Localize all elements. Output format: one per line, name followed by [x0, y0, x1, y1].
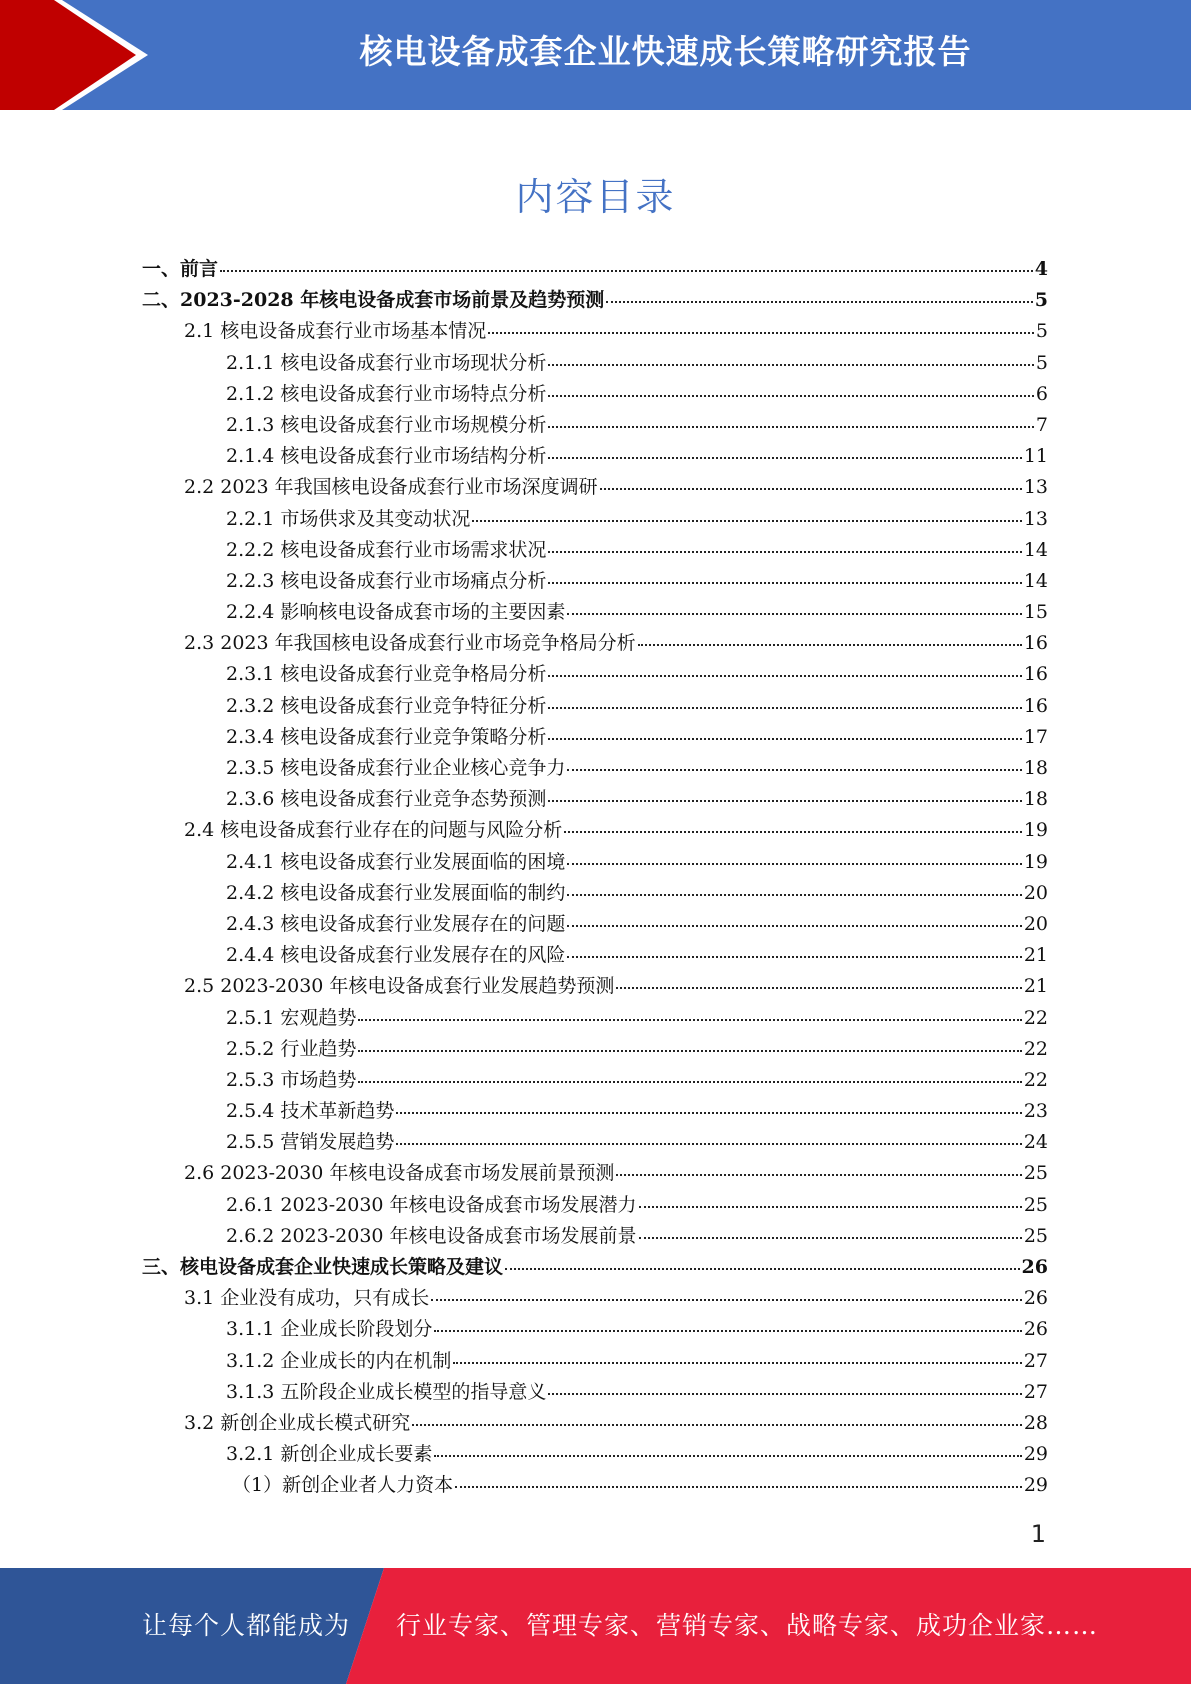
- toc-entry[interactable]: [142, 1252, 1048, 1283]
- toc-entry-label: 3.1.3 五阶段企业成长模型的指导意义: [226, 1380, 547, 1403]
- toc-entry[interactable]: [142, 1470, 1048, 1501]
- toc-dot-leader: [455, 1486, 1022, 1488]
- toc-entry-page: 28: [1023, 1411, 1048, 1434]
- toc-dot-leader: [639, 1206, 1022, 1208]
- toc-dot-leader: [567, 956, 1021, 958]
- toc-entry-label: 3.1.2 企业成长的内在机制: [226, 1349, 452, 1372]
- toc-entry-page: 14: [1023, 569, 1048, 592]
- toc-entry-page: 22: [1023, 1006, 1048, 1029]
- toc-entry-page: 29: [1023, 1474, 1048, 1497]
- toc-entry-label: 2.1.2 核电设备成套行业市场特点分析: [226, 382, 547, 405]
- toc-entry[interactable]: [142, 1065, 1048, 1096]
- toc-entry[interactable]: [142, 1190, 1048, 1221]
- toc-entry[interactable]: [142, 1408, 1048, 1439]
- toc-dot-leader: [564, 831, 1022, 833]
- toc-entry-page: 5: [1034, 289, 1048, 312]
- toc-entry[interactable]: [142, 316, 1048, 347]
- toc-entry-label: 2.2 2023 年我国核电设备成套行业市场深度调研: [184, 476, 598, 499]
- toc-entry[interactable]: [142, 971, 1048, 1002]
- toc-entry-label: 2.5.4 技术革新趋势: [226, 1100, 395, 1123]
- toc-dot-leader: [434, 1455, 1021, 1457]
- toc-entry-label: 2.5.1 宏观趋势: [226, 1006, 357, 1029]
- toc-entry-page: 21: [1023, 944, 1048, 967]
- toc-dot-leader: [548, 738, 1021, 740]
- toc-entry-label: 2.1.4 核电设备成套行业市场结构分析: [226, 445, 547, 468]
- toc-entry-label: 2.1 核电设备成套行业市场基本情况: [184, 320, 487, 343]
- toc-entry-page: 25: [1023, 1224, 1048, 1247]
- toc-dot-leader: [567, 925, 1021, 927]
- toc-dot-leader: [358, 1019, 1021, 1021]
- toc-entry[interactable]: [142, 504, 1048, 535]
- toc-dot-leader: [548, 707, 1021, 709]
- toc-entry-page: 25: [1023, 1193, 1048, 1216]
- toc-entry-page: 22: [1023, 1037, 1048, 1060]
- toc-entry-page: 13: [1023, 476, 1048, 499]
- toc-entry-label: 2.3.2 核电设备成套行业竞争特征分析: [226, 694, 547, 717]
- toc-entry-page: 26: [1023, 1287, 1048, 1310]
- toc-dot-leader: [548, 457, 1021, 459]
- toc-entry[interactable]: [142, 940, 1048, 971]
- toc-entry[interactable]: [142, 1221, 1048, 1252]
- toc-dot-leader: [396, 1143, 1021, 1145]
- toc-entry[interactable]: [142, 348, 1048, 379]
- toc-entry[interactable]: [142, 909, 1048, 940]
- toc-entry-page: 15: [1023, 601, 1048, 624]
- toc-dot-leader: [548, 551, 1021, 553]
- toc-entry-label: 2.4.4 核电设备成套行业发展存在的风险: [226, 944, 566, 967]
- toc-entry-label: 2.4.2 核电设备成套行业发展面临的制约: [226, 881, 566, 904]
- page-number: 1: [1030, 1520, 1046, 1548]
- toc-entry[interactable]: [142, 628, 1048, 659]
- toc-entry-label: 2.1.1 核电设备成套行业市场现状分析: [226, 351, 547, 374]
- toc-entry[interactable]: [142, 784, 1048, 815]
- toc-entry-label: 2.3 2023 年我国核电设备成套行业市场竞争格局分析: [184, 632, 636, 655]
- toc-dot-leader: [358, 1050, 1021, 1052]
- toc-entry-page: 25: [1023, 1162, 1048, 1185]
- toc-entry-label: 2.1.3 核电设备成套行业市场规模分析: [226, 413, 547, 436]
- toc-entry-label: 3.2.1 新创企业成长要素: [226, 1443, 433, 1466]
- toc-entry-label: 2.2.2 核电设备成套行业市场需求状况: [226, 538, 547, 561]
- toc-entry-label: 2.2.1 市场供求及其变动状况: [226, 507, 471, 530]
- toc-dot-leader: [616, 1174, 1021, 1176]
- footer-slogan-left: 让每个人都能成为: [142, 1611, 351, 1640]
- toc-entry[interactable]: [142, 254, 1048, 285]
- toc-dot-leader: [548, 364, 1034, 366]
- toc-entry-page: 19: [1023, 819, 1048, 842]
- toc-entry-label: 3.1.1 企业成长阶段划分: [226, 1318, 433, 1341]
- toc-dot-leader: [431, 1299, 1022, 1301]
- toc-entry[interactable]: [142, 1346, 1048, 1377]
- toc-entry[interactable]: [142, 722, 1048, 753]
- toc-entry[interactable]: [142, 1314, 1048, 1345]
- toc-entry-label: 2.6.2 2023-2030 年核电设备成套市场发展前景: [226, 1224, 637, 1247]
- toc-entry-page: 27: [1023, 1349, 1048, 1372]
- footer-slogan-right: 行业专家、管理专家、营销专家、战略专家、成功企业家……: [396, 1611, 1099, 1640]
- toc-dot-leader: [396, 1112, 1021, 1114]
- toc-entry-label: 2.5 2023-2030 年核电设备成套行业发展趋势预测: [184, 975, 615, 998]
- toc-dot-leader: [606, 301, 1033, 303]
- toc-entry-label: 3.2 新创企业成长模式研究: [184, 1411, 411, 1434]
- toc-dot-leader: [488, 332, 1034, 334]
- toc-entry-page: 16: [1023, 632, 1048, 655]
- toc-entry-page: 17: [1023, 725, 1048, 748]
- toc-entry[interactable]: [142, 535, 1048, 566]
- toc-entry[interactable]: [142, 815, 1048, 846]
- toc-entry-page: 18: [1023, 788, 1048, 811]
- toc-entry[interactable]: [142, 691, 1048, 722]
- table-of-contents: [142, 254, 1048, 1502]
- toc-dot-leader: [548, 582, 1021, 584]
- toc-entry-label: 2.2.4 影响核电设备成套市场的主要因素: [226, 601, 566, 624]
- toc-entry-label: 三、核电设备成套企业快速成长策略及建议: [142, 1256, 504, 1278]
- toc-entry-page: 7: [1035, 413, 1048, 436]
- toc-entry[interactable]: [142, 1377, 1048, 1408]
- toc-entry-page: 29: [1023, 1443, 1048, 1466]
- toc-dot-leader: [548, 800, 1021, 802]
- toc-entry[interactable]: [142, 1003, 1048, 1034]
- toc-entry-label: 2.3.5 核电设备成套行业企业核心竞争力: [226, 757, 566, 779]
- toc-dot-leader: [567, 769, 1021, 771]
- toc-entry-label: 2.3.1 核电设备成套行业竞争格局分析: [226, 663, 547, 686]
- toc-entry-page: 21: [1023, 975, 1048, 998]
- toc-entry-page: 14: [1023, 538, 1048, 561]
- toc-entry[interactable]: [142, 1127, 1048, 1158]
- toc-entry-label: 一、前言: [142, 258, 219, 280]
- toc-entry[interactable]: [142, 566, 1048, 597]
- toc-dot-leader: [453, 1362, 1021, 1364]
- toc-entry[interactable]: [142, 597, 1048, 628]
- toc-dot-leader: [567, 613, 1021, 615]
- toc-dot-leader: [434, 1330, 1021, 1332]
- toc-entry-label: 2.4 核电设备成套行业存在的问题与风险分析: [184, 819, 563, 842]
- toc-dot-leader: [220, 270, 1033, 272]
- toc-dot-leader: [567, 894, 1021, 896]
- toc-entry-label: 2.6.1 2023-2030 年核电设备成套市场发展潜力: [226, 1193, 637, 1216]
- toc-entry-page: 20: [1023, 881, 1048, 904]
- toc-entry[interactable]: [142, 1283, 1048, 1314]
- toc-entry-page: 27: [1023, 1380, 1048, 1403]
- toc-entry-label: 2.3.4 核电设备成套行业竞争策略分析: [226, 725, 547, 748]
- toc-entry-label: 3.1 企业没有成功，只有成长: [184, 1287, 430, 1310]
- toc-entry-page: 16: [1023, 694, 1048, 717]
- toc-entry-page: 22: [1023, 1068, 1048, 1091]
- toc-entry-page: 26: [1021, 1256, 1048, 1278]
- toc-entry[interactable]: [142, 472, 1048, 503]
- toc-entry-label: 2.4.1 核电设备成套行业发展面临的困境: [226, 850, 566, 873]
- toc-entry[interactable]: [142, 441, 1048, 472]
- toc-entry-page: 18: [1023, 757, 1048, 779]
- toc-dot-leader: [567, 863, 1021, 865]
- toc-dot-leader: [548, 426, 1034, 428]
- toc-entry[interactable]: [142, 1158, 1048, 1189]
- toc-dot-leader: [548, 395, 1034, 397]
- toc-entry-label: 2.3.6 核电设备成套行业竞争态势预测: [226, 788, 547, 811]
- toc-entry-page: 20: [1023, 912, 1048, 935]
- toc-entry[interactable]: [142, 410, 1048, 441]
- toc-entry[interactable]: [142, 379, 1048, 410]
- toc-entry-page: 24: [1023, 1131, 1048, 1154]
- toc-dot-leader: [358, 1081, 1021, 1083]
- toc-entry-label: 2.2.3 核电设备成套行业市场痛点分析: [226, 569, 547, 592]
- toc-entry-label: 二、2023-2028 年核电设备成套市场前景及趋势预测: [142, 289, 605, 312]
- toc-dot-leader: [639, 1237, 1022, 1239]
- toc-entry-label: 2.6 2023-2030 年核电设备成套市场发展前景预测: [184, 1162, 615, 1185]
- header-banner: [0, 0, 1191, 110]
- toc-entry[interactable]: [142, 753, 1048, 784]
- toc-dot-leader: [472, 520, 1021, 522]
- toc-dot-leader: [505, 1268, 1020, 1270]
- toc-entry-label: 2.5.3 市场趋势: [226, 1068, 357, 1091]
- toc-entry[interactable]: [142, 1439, 1048, 1470]
- toc-entry-page: 6: [1035, 382, 1048, 405]
- toc-dot-leader: [548, 675, 1021, 677]
- toc-entry[interactable]: [142, 1034, 1048, 1065]
- toc-entry-label: 2.5.5 营销发展趋势: [226, 1131, 395, 1154]
- toc-entry-page: 4: [1034, 258, 1048, 280]
- toc-entry-label: （1）新创企业者人力资本: [232, 1474, 454, 1497]
- toc-entry[interactable]: [142, 1096, 1048, 1127]
- toc-entry-page: 5: [1035, 320, 1048, 343]
- toc-entry-page: 16: [1023, 663, 1048, 686]
- toc-dot-leader: [638, 644, 1022, 646]
- toc-heading: 内容目录: [515, 175, 676, 219]
- toc-entry[interactable]: [142, 878, 1048, 909]
- toc-dot-leader: [548, 1393, 1021, 1395]
- toc-entry-label: 2.5.2 行业趋势: [226, 1037, 357, 1060]
- toc-entry[interactable]: [142, 285, 1048, 316]
- toc-entry-page: 26: [1023, 1318, 1048, 1341]
- toc-dot-leader: [412, 1424, 1022, 1426]
- toc-entry[interactable]: [142, 847, 1048, 878]
- toc-entry-page: 5: [1035, 351, 1048, 374]
- toc-entry-page: 13: [1023, 507, 1048, 530]
- toc-entry-page: 11: [1023, 445, 1048, 468]
- report-title: 核电设备成套企业快速成长策略研究报告: [359, 32, 972, 71]
- footer-banner: [0, 1568, 1191, 1684]
- toc-entry[interactable]: [142, 659, 1048, 690]
- toc-entry-label: 2.4.3 核电设备成套行业发展存在的问题: [226, 912, 566, 935]
- toc-dot-leader: [600, 488, 1022, 490]
- toc-entry-page: 19: [1023, 850, 1048, 873]
- toc-dot-leader: [616, 987, 1021, 989]
- toc-entry-page: 23: [1023, 1100, 1048, 1123]
